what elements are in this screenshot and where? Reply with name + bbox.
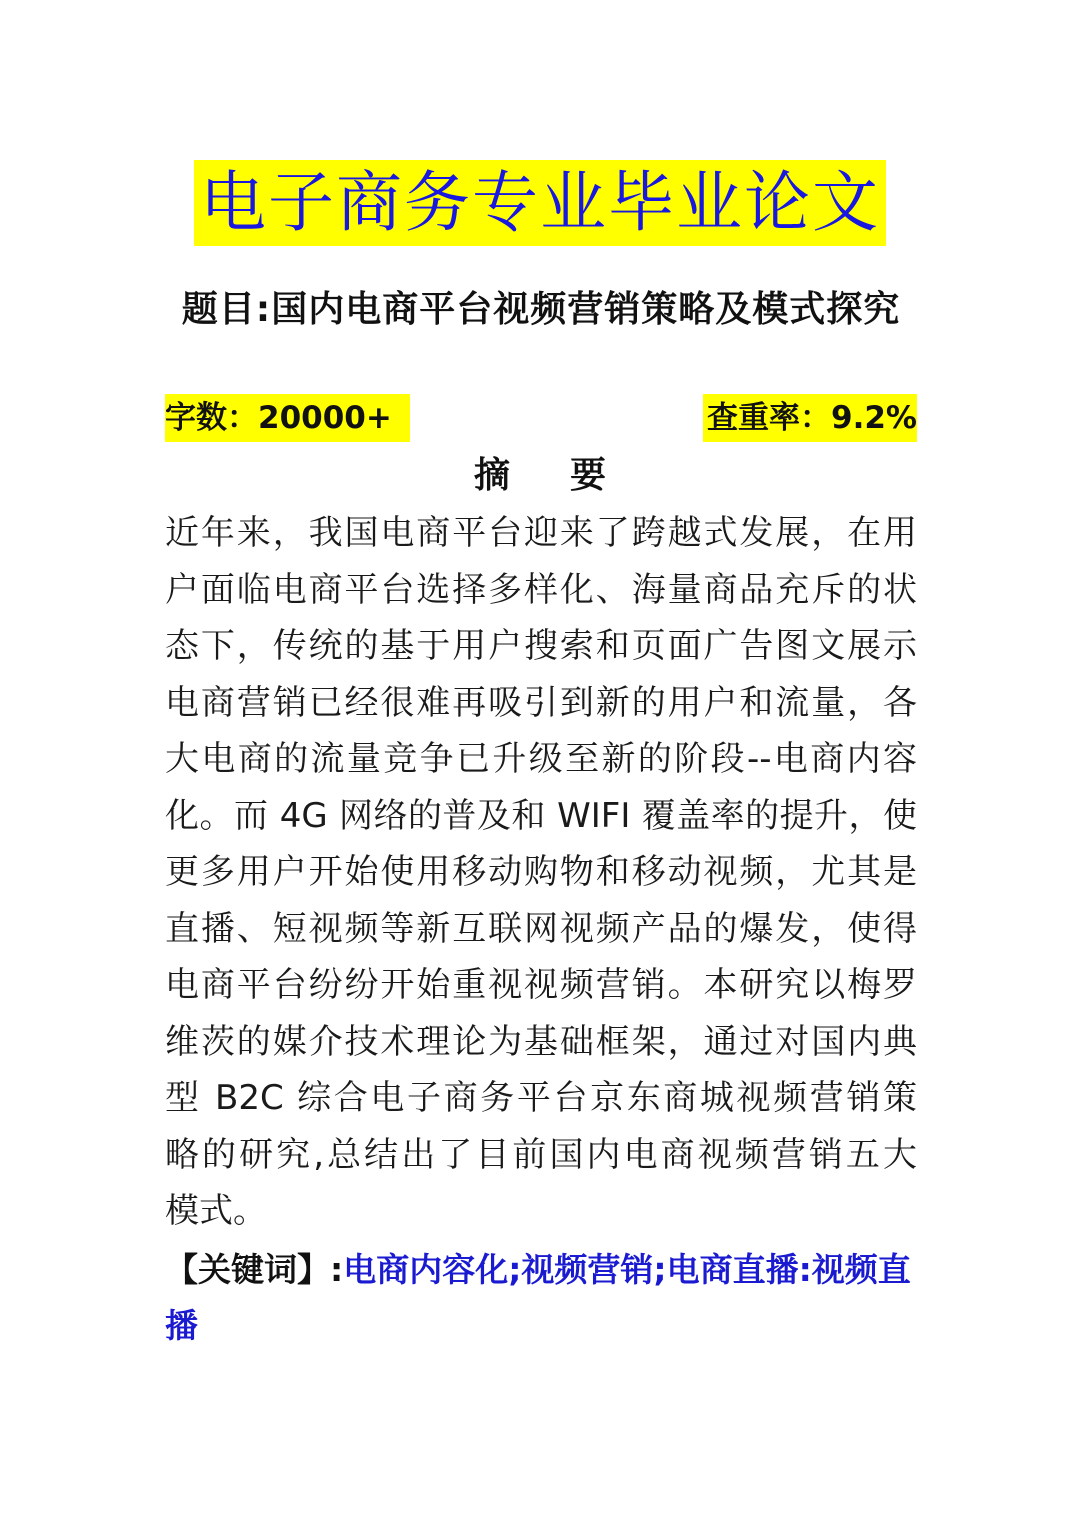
word-count: 字数：20000+	[165, 394, 410, 442]
abstract-line: 直播、短视频等新互联网视频产品的爆发，使得	[165, 908, 917, 949]
duplicate-rate: 查重率：9.2%	[703, 394, 917, 442]
abstract-heading: 摘要	[473, 455, 666, 496]
meta-row	[165, 394, 917, 442]
abstract-line: 大电商的流量竞争已升级至新的阶段--电商内容	[165, 739, 917, 779]
keywords	[165, 1242, 917, 1354]
keywords-values: 电商内容化;视频营销;电商直播:视频直播	[165, 1250, 911, 1345]
abstract-line: 更多用户开始使用移动购物和移动视频，尤其是	[165, 852, 917, 892]
abstract-line: 电商平台纷纷开始重视视频营销。本研究以梅罗	[165, 965, 917, 1005]
keywords-label: 【关键词】:	[165, 1250, 344, 1289]
abstract-body	[165, 505, 917, 1240]
abstract-line: 略的研究,总结出了目前国内电商视频营销五大	[165, 1134, 917, 1175]
abstract-line: 型 B2C 综合电子商务平台京东商城视频营销策	[165, 1078, 917, 1118]
abstract-line: 态下，传统的基于用户搜索和页面广告图文展示	[165, 626, 917, 666]
abstract-line: 化。而 4G 网络的普及和 WIFI 覆盖率的提升，使	[165, 795, 917, 836]
abstract-line: 近年来，我国电商平台迎来了跨越式发展，在用	[165, 513, 917, 553]
abstract-line: 模式。	[165, 1191, 267, 1231]
abstract-line: 户面临电商平台选择多样化、海量商品充斥的状	[165, 569, 917, 610]
main-title: 电子商务专业毕业论文	[194, 160, 886, 246]
main-title-container	[0, 160, 1080, 246]
abstract-line: 维茨的媒介技术理论为基础框架，通过对国内典	[165, 1021, 917, 1062]
subject-title: 题目:国内电商平台视频营销策略及模式探究	[181, 289, 901, 330]
abstract-line: 电商营销已经很难再吸引到新的用户和流量，各	[165, 682, 917, 723]
